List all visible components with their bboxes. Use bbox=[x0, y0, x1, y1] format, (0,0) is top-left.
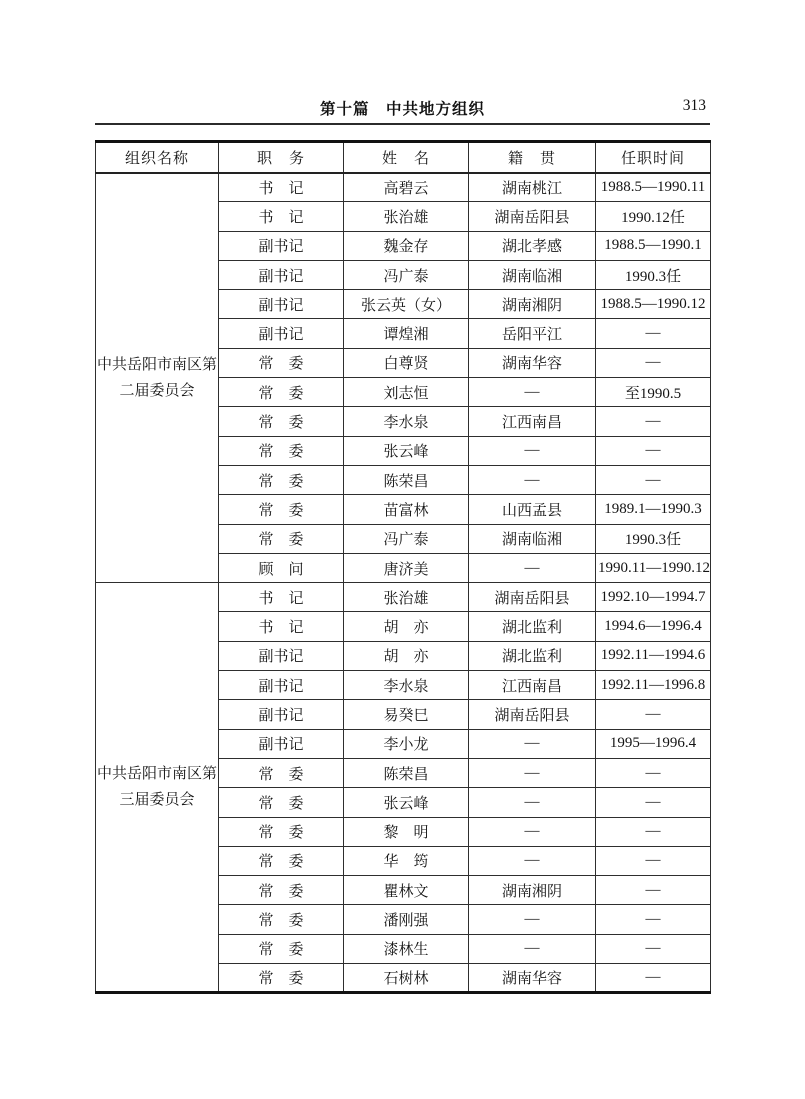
position-cell: 书 记 bbox=[219, 202, 344, 231]
tenure-cell: 1995—1996.4 bbox=[596, 729, 711, 758]
position-cell: 常 委 bbox=[219, 524, 344, 553]
name-cell: 华 筠 bbox=[344, 846, 469, 875]
origin-cell: 湖南桃江 bbox=[469, 173, 596, 202]
table-body bbox=[96, 173, 711, 993]
name-cell: 张云峰 bbox=[344, 788, 469, 817]
position-cell: 书 记 bbox=[219, 173, 344, 202]
origin-cell: — bbox=[469, 788, 596, 817]
name-cell: 高碧云 bbox=[344, 173, 469, 202]
name-cell: 陈荣昌 bbox=[344, 758, 469, 787]
name-cell: 李小龙 bbox=[344, 729, 469, 758]
name-cell: 刘志恒 bbox=[344, 378, 469, 407]
tenure-cell: — bbox=[596, 758, 711, 787]
origin-cell: 湖南华容 bbox=[469, 348, 596, 377]
tenure-cell: 1994.6—1996.4 bbox=[596, 612, 711, 641]
position-cell: 常 委 bbox=[219, 934, 344, 963]
name-cell: 白尊贤 bbox=[344, 348, 469, 377]
position-cell: 常 委 bbox=[219, 876, 344, 905]
origin-cell: 湖北孝感 bbox=[469, 231, 596, 260]
name-cell: 苗富林 bbox=[344, 495, 469, 524]
position-cell: 副书记 bbox=[219, 671, 344, 700]
tenure-cell: 1988.5—1990.1 bbox=[596, 231, 711, 260]
tenure-cell: 1992.11—1996.8 bbox=[596, 671, 711, 700]
table-row bbox=[96, 173, 711, 202]
col-header-name: 姓 名 bbox=[344, 142, 469, 173]
tenure-cell: — bbox=[596, 964, 711, 993]
table-row bbox=[96, 583, 711, 612]
running-head bbox=[95, 94, 710, 125]
tenure-cell: 1992.11—1994.6 bbox=[596, 641, 711, 670]
table-header-row bbox=[96, 142, 711, 173]
col-header-position: 职 务 bbox=[219, 142, 344, 173]
tenure-cell: 至1990.5 bbox=[596, 378, 711, 407]
position-cell: 顾 问 bbox=[219, 553, 344, 582]
position-cell: 副书记 bbox=[219, 231, 344, 260]
origin-cell: 岳阳平江 bbox=[469, 319, 596, 348]
origin-cell: — bbox=[469, 553, 596, 582]
origin-cell: 湖南临湘 bbox=[469, 524, 596, 553]
origin-cell: — bbox=[469, 905, 596, 934]
position-cell: 常 委 bbox=[219, 407, 344, 436]
name-cell: 魏金存 bbox=[344, 231, 469, 260]
name-cell: 石树林 bbox=[344, 964, 469, 993]
group-name-line: 中共岳阳市南区第 bbox=[97, 765, 218, 782]
group-name-line: 中共岳阳市南区第 bbox=[97, 356, 218, 373]
col-header-origin: 籍 贯 bbox=[469, 142, 596, 173]
col-header-tenure: 任职时间 bbox=[596, 142, 711, 173]
origin-cell: 湖南湘阴 bbox=[469, 876, 596, 905]
tenure-cell: 1990.11—1990.12 bbox=[596, 553, 711, 582]
tenure-cell: — bbox=[596, 319, 711, 348]
name-cell: 李水泉 bbox=[344, 671, 469, 700]
position-cell: 常 委 bbox=[219, 495, 344, 524]
origin-cell: — bbox=[469, 465, 596, 494]
name-cell: 黎 明 bbox=[344, 817, 469, 846]
name-cell: 冯广泰 bbox=[344, 260, 469, 289]
tenure-cell: 1990.3任 bbox=[596, 260, 711, 289]
name-cell: 漆林生 bbox=[344, 934, 469, 963]
position-cell: 书 记 bbox=[219, 583, 344, 612]
tenure-cell: — bbox=[596, 788, 711, 817]
origin-cell: — bbox=[469, 846, 596, 875]
tenure-cell: 1990.3任 bbox=[596, 524, 711, 553]
name-cell: 易癸巳 bbox=[344, 700, 469, 729]
origin-cell: 湖南岳阳县 bbox=[469, 583, 596, 612]
tenure-cell: — bbox=[596, 700, 711, 729]
origin-cell: — bbox=[469, 934, 596, 963]
tenure-cell: — bbox=[596, 407, 711, 436]
group-name-cell bbox=[96, 583, 219, 993]
tenure-cell: — bbox=[596, 934, 711, 963]
origin-cell: — bbox=[469, 758, 596, 787]
tenure-cell: — bbox=[596, 817, 711, 846]
tenure-cell: 1992.10—1994.7 bbox=[596, 583, 711, 612]
tenure-cell: — bbox=[596, 436, 711, 465]
name-cell: 陈荣昌 bbox=[344, 465, 469, 494]
name-cell: 瞿林文 bbox=[344, 876, 469, 905]
position-cell: 书 记 bbox=[219, 612, 344, 641]
origin-cell: 湖南岳阳县 bbox=[469, 202, 596, 231]
group-name-cell bbox=[96, 173, 219, 583]
name-cell: 李水泉 bbox=[344, 407, 469, 436]
group-name-line: 三届委员会 bbox=[119, 792, 195, 809]
origin-cell: — bbox=[469, 817, 596, 846]
group-name-line: 二届委员会 bbox=[119, 382, 195, 399]
origin-cell: — bbox=[469, 436, 596, 465]
position-cell: 常 委 bbox=[219, 905, 344, 934]
origin-cell: 湖北监利 bbox=[469, 612, 596, 641]
tenure-cell: — bbox=[596, 846, 711, 875]
position-cell: 副书记 bbox=[219, 319, 344, 348]
name-cell: 潘刚强 bbox=[344, 905, 469, 934]
position-cell: 副书记 bbox=[219, 700, 344, 729]
tenure-cell: 1990.12任 bbox=[596, 202, 711, 231]
name-cell: 胡 亦 bbox=[344, 641, 469, 670]
origin-cell: 山西孟县 bbox=[469, 495, 596, 524]
tenure-cell: 1988.5—1990.11 bbox=[596, 173, 711, 202]
name-cell: 谭煌湘 bbox=[344, 319, 469, 348]
position-cell: 常 委 bbox=[219, 846, 344, 875]
origin-cell: 江西南昌 bbox=[469, 407, 596, 436]
name-cell: 张治雄 bbox=[344, 202, 469, 231]
name-cell: 冯广泰 bbox=[344, 524, 469, 553]
position-cell: 常 委 bbox=[219, 348, 344, 377]
col-header-org-name: 组织名称 bbox=[96, 142, 219, 173]
origin-cell: 湖南华容 bbox=[469, 964, 596, 993]
origin-cell: 湖南湘阴 bbox=[469, 290, 596, 319]
name-cell: 胡 亦 bbox=[344, 612, 469, 641]
position-cell: 常 委 bbox=[219, 817, 344, 846]
name-cell: 唐济美 bbox=[344, 553, 469, 582]
origin-cell: — bbox=[469, 378, 596, 407]
origin-cell: — bbox=[469, 729, 596, 758]
position-cell: 副书记 bbox=[219, 260, 344, 289]
position-cell: 副书记 bbox=[219, 729, 344, 758]
page-title: 第十篇 中共地方组织 bbox=[319, 100, 485, 118]
origin-cell: 湖南临湘 bbox=[469, 260, 596, 289]
tenure-cell: — bbox=[596, 905, 711, 934]
position-cell: 常 委 bbox=[219, 964, 344, 993]
tenure-cell: — bbox=[596, 876, 711, 905]
org-table bbox=[95, 140, 711, 994]
position-cell: 常 委 bbox=[219, 465, 344, 494]
name-cell: 张云峰 bbox=[344, 436, 469, 465]
tenure-cell: — bbox=[596, 348, 711, 377]
position-cell: 常 委 bbox=[219, 378, 344, 407]
page-number: 313 bbox=[682, 97, 706, 114]
name-cell: 张云英（女） bbox=[344, 290, 469, 319]
position-cell: 副书记 bbox=[219, 641, 344, 670]
position-cell: 常 委 bbox=[219, 788, 344, 817]
position-cell: 常 委 bbox=[219, 436, 344, 465]
origin-cell: 江西南昌 bbox=[469, 671, 596, 700]
tenure-cell: 1988.5—1990.12 bbox=[596, 290, 711, 319]
position-cell: 常 委 bbox=[219, 758, 344, 787]
name-cell: 张治雄 bbox=[344, 583, 469, 612]
tenure-cell: — bbox=[596, 465, 711, 494]
origin-cell: 湖北监利 bbox=[469, 641, 596, 670]
table-header bbox=[96, 142, 711, 173]
origin-cell: 湖南岳阳县 bbox=[469, 700, 596, 729]
position-cell: 副书记 bbox=[219, 290, 344, 319]
tenure-cell: 1989.1—1990.3 bbox=[596, 495, 711, 524]
